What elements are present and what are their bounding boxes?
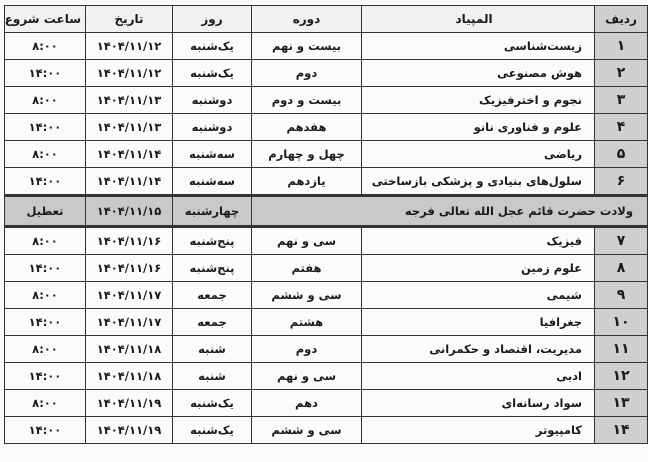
row-olympiad: نجوم و اخترفیزیک <box>362 87 595 114</box>
row-day: سه‌شنبه <box>173 168 252 196</box>
row-day: سه‌شنبه <box>173 141 252 168</box>
header-row <box>5 6 648 33</box>
row-olympiad: زیست‌شناسی <box>362 33 595 60</box>
row-olympiad: سلول‌های بنیادی و پزشکی بازساختی <box>362 168 595 196</box>
header-day: روز <box>173 6 252 33</box>
row-olympiad: شیمی <box>362 282 595 309</box>
row-date: ۱۴۰۴/۱۱/۱۶ <box>86 255 173 282</box>
row-round: هفتم <box>252 255 362 282</box>
row-round: دوم <box>252 60 362 87</box>
row-date: ۱۴۰۴/۱۱/۱۹ <box>86 390 173 417</box>
table-row <box>5 390 648 417</box>
row-start-time: ۱۴:۰۰ <box>5 114 86 141</box>
row-date: ۱۴۰۴/۱۱/۱۸ <box>86 336 173 363</box>
header-start-time: ساعت شروع <box>5 6 86 33</box>
header-date: تاریخ <box>86 6 173 33</box>
row-day: یک‌شنبه <box>173 60 252 87</box>
row-round: سی و نهم <box>252 227 362 255</box>
row-index: ۱۲ <box>595 363 648 390</box>
row-start-time: ۱۴:۰۰ <box>5 363 86 390</box>
holiday-day: چهارشنبه <box>173 196 252 227</box>
row-day: پنج‌شنبه <box>173 255 252 282</box>
row-index: ۹ <box>595 282 648 309</box>
row-round: بیست و دوم <box>252 87 362 114</box>
row-round: هشتم <box>252 309 362 336</box>
row-start-time: ۱۴:۰۰ <box>5 417 86 444</box>
header-index: ردیف <box>595 6 648 33</box>
row-date: ۱۴۰۴/۱۱/۱۷ <box>86 282 173 309</box>
row-start-time: ۸:۰۰ <box>5 87 86 114</box>
row-round: سی و ششم <box>252 417 362 444</box>
row-date: ۱۴۰۴/۱۱/۱۴ <box>86 168 173 196</box>
row-date: ۱۴۰۴/۱۱/۱۸ <box>86 363 173 390</box>
holiday-section <box>5 196 648 227</box>
table-row <box>5 114 648 141</box>
rows-before-holiday <box>5 33 648 196</box>
row-round: سی و ششم <box>252 282 362 309</box>
row-start-time: ۸:۰۰ <box>5 282 86 309</box>
row-olympiad: کامپیوتر <box>362 417 595 444</box>
row-index: ۵ <box>595 141 648 168</box>
row-start-time: ۱۴:۰۰ <box>5 255 86 282</box>
row-round: یازدهم <box>252 168 362 196</box>
row-index: ۶ <box>595 168 648 196</box>
row-day: یک‌شنبه <box>173 33 252 60</box>
table-row <box>5 417 648 444</box>
row-index: ۸ <box>595 255 648 282</box>
row-start-time: ۱۴:۰۰ <box>5 60 86 87</box>
row-olympiad: علوم زمین <box>362 255 595 282</box>
header-round: دوره <box>252 6 362 33</box>
row-round: هفدهم <box>252 114 362 141</box>
row-round: چهل و چهارم <box>252 141 362 168</box>
olympiad-schedule-table <box>4 5 648 444</box>
table-row <box>5 60 648 87</box>
rows-after-holiday <box>5 227 648 444</box>
row-olympiad: علوم و فناوری نانو <box>362 114 595 141</box>
row-date: ۱۴۰۴/۱۱/۱۷ <box>86 309 173 336</box>
header-olympiad: المپیاد <box>362 6 595 33</box>
holiday-date: ۱۴۰۴/۱۱/۱۵ <box>86 196 173 227</box>
row-olympiad: هوش مصنوعی <box>362 60 595 87</box>
row-start-time: ۱۴:۰۰ <box>5 168 86 196</box>
row-index: ۱۴ <box>595 417 648 444</box>
row-olympiad: سواد رسانه‌ای <box>362 390 595 417</box>
table-row <box>5 87 648 114</box>
row-round: سی و نهم <box>252 363 362 390</box>
row-date: ۱۴۰۴/۱۱/۱۴ <box>86 141 173 168</box>
row-index: ۷ <box>595 227 648 255</box>
holiday-title: ولادت حضرت قائم عجل الله تعالی فرجه <box>252 196 648 227</box>
row-date: ۱۴۰۴/۱۱/۱۳ <box>86 87 173 114</box>
row-index: ۲ <box>595 60 648 87</box>
table-row <box>5 141 648 168</box>
table-row <box>5 336 648 363</box>
row-day: جمعه <box>173 309 252 336</box>
table-row <box>5 282 648 309</box>
row-date: ۱۴۰۴/۱۱/۱۶ <box>86 227 173 255</box>
table-row <box>5 227 648 255</box>
row-index: ۱۳ <box>595 390 648 417</box>
row-index: ۳ <box>595 87 648 114</box>
row-day: یک‌شنبه <box>173 417 252 444</box>
row-round: بیست و نهم <box>252 33 362 60</box>
row-olympiad: مدیریت، اقتصاد و حکمرانی <box>362 336 595 363</box>
row-start-time: ۸:۰۰ <box>5 141 86 168</box>
table-row <box>5 168 648 196</box>
row-start-time: ۸:۰۰ <box>5 390 86 417</box>
row-day: شنبه <box>173 363 252 390</box>
schedule-document <box>4 5 637 457</box>
row-start-time: ۸:۰۰ <box>5 336 86 363</box>
row-day: شنبه <box>173 336 252 363</box>
row-start-time: ۱۴:۰۰ <box>5 309 86 336</box>
holiday-row <box>5 196 648 227</box>
row-date: ۱۴۰۴/۱۱/۱۳ <box>86 114 173 141</box>
row-date: ۱۴۰۴/۱۱/۱۲ <box>86 60 173 87</box>
row-round: دهم <box>252 390 362 417</box>
row-index: ۱۰ <box>595 309 648 336</box>
row-date: ۱۴۰۴/۱۱/۱۲ <box>86 33 173 60</box>
row-day: دوشنبه <box>173 114 252 141</box>
row-day: یک‌شنبه <box>173 390 252 417</box>
row-index: ۴ <box>595 114 648 141</box>
holiday-status: تعطیل <box>5 196 86 227</box>
table-row <box>5 363 648 390</box>
row-day: دوشنبه <box>173 87 252 114</box>
table-row <box>5 309 648 336</box>
row-date: ۱۴۰۴/۱۱/۱۹ <box>86 417 173 444</box>
row-day: پنج‌شنبه <box>173 227 252 255</box>
row-index: ۱۱ <box>595 336 648 363</box>
row-olympiad: ریاضی <box>362 141 595 168</box>
row-olympiad: ادبی <box>362 363 595 390</box>
row-olympiad: فیزیک <box>362 227 595 255</box>
table-row <box>5 33 648 60</box>
row-round: دوم <box>252 336 362 363</box>
row-start-time: ۸:۰۰ <box>5 227 86 255</box>
row-day: جمعه <box>173 282 252 309</box>
row-index: ۱ <box>595 33 648 60</box>
row-start-time: ۸:۰۰ <box>5 33 86 60</box>
table-row <box>5 255 648 282</box>
row-olympiad: جغرافیا <box>362 309 595 336</box>
